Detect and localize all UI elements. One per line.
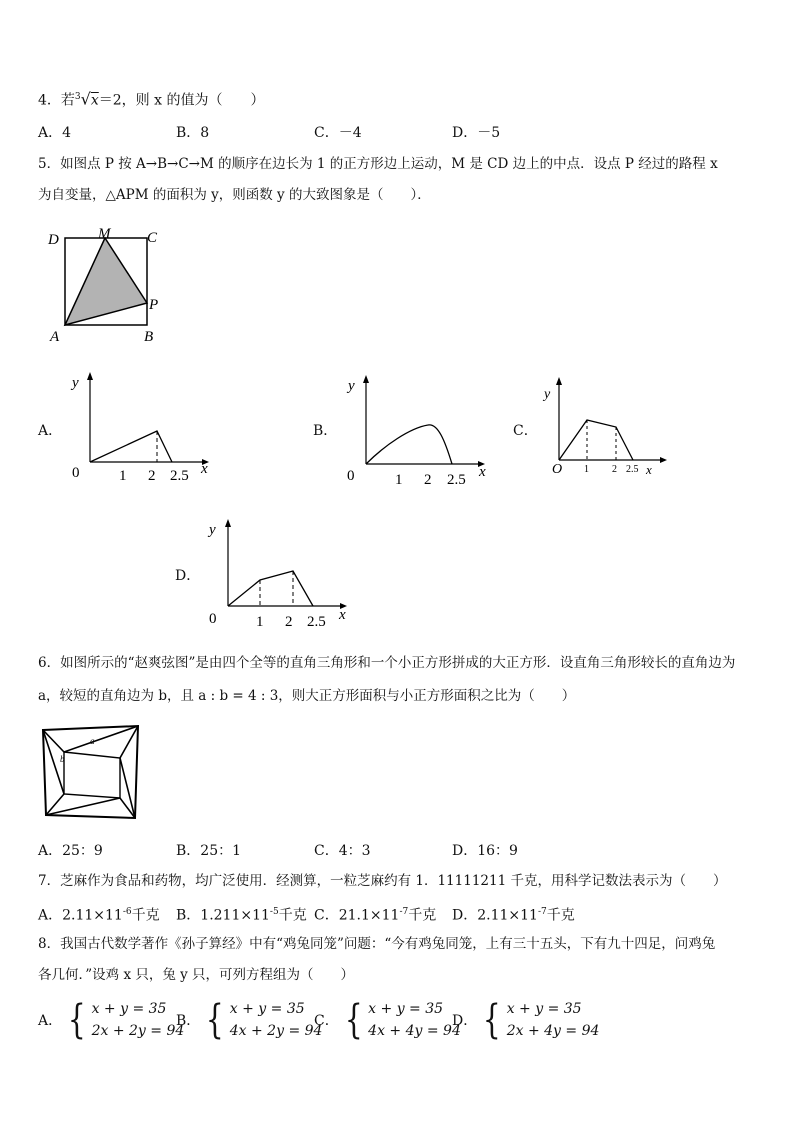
- q8-option-d[interactable]: [452, 998, 599, 1042]
- q5-graph-d[interactable]: [200, 517, 360, 632]
- curve: [366, 425, 452, 464]
- q6-option-a[interactable]: A．25：9: [38, 843, 103, 859]
- label-p: P: [149, 297, 159, 313]
- q8-option-c[interactable]: [314, 998, 461, 1042]
- q5-square-figure: [44, 222, 174, 347]
- label-b: b: [60, 754, 65, 764]
- question-6-line1: 6．如图所示的“赵爽弦图”是由四个全等的直角三角形和一个小正方形拼成的大正方形．设直角三角形较长的直角边为: [38, 655, 736, 671]
- curve: [228, 571, 313, 606]
- q7-c-exp: -7: [399, 907, 409, 917]
- q4-option-a[interactable]: A．4: [38, 125, 72, 141]
- q4-stem-before: 4．若: [38, 92, 75, 109]
- q4-stem-after: ＝2，则 x 的值为（ ）: [98, 92, 265, 109]
- origin-label: 0: [72, 465, 80, 481]
- question-5-line1: 5．如图点 P 按 A→B→C→M 的顺序在边长为 1 的正方形边上运动，M 是 CD 边上的中点．设点 P 经过的路程 x: [38, 156, 718, 172]
- tick-1: 1: [395, 472, 403, 488]
- q4-option-b[interactable]: B．8: [176, 125, 210, 141]
- y-label: y: [544, 387, 551, 402]
- y-label: y: [72, 375, 79, 391]
- label-c: C: [147, 230, 158, 246]
- q7-d-exp: -7: [537, 907, 547, 917]
- q4-radicand: x: [90, 92, 99, 109]
- tick-2-5: 2.5: [307, 614, 326, 630]
- tick-2-5: 2.5: [170, 468, 189, 484]
- x-axis-arrow: [660, 457, 667, 463]
- q8-d-eq2: 2x + 4y = 94: [506, 1023, 600, 1039]
- tick-2: 2: [285, 614, 293, 630]
- q5-graph-b[interactable]: [340, 373, 500, 488]
- tick-2: 2: [424, 472, 432, 488]
- y-axis-arrow: [363, 375, 369, 383]
- q5-option-c-label[interactable]: C．: [513, 423, 538, 439]
- q7-a-unit: 千克: [131, 907, 160, 924]
- q4-option-c[interactable]: C．－4: [314, 125, 362, 141]
- q4-radical-index: 3: [74, 92, 81, 102]
- q5-option-a-label[interactable]: A．: [38, 423, 63, 439]
- tick-2-5: 2.5: [626, 464, 639, 475]
- x-label: x: [479, 464, 486, 480]
- x-label: x: [646, 462, 652, 477]
- q7-d-unit: 千克: [546, 907, 575, 924]
- question-6-line2: a，较短的直角边为 b，且 a : b = 4 : 3，则大正方形面积与小正方形面积之比为（ ）: [38, 688, 576, 704]
- q8-c-label: C．: [314, 1013, 339, 1029]
- q7-c-base: C．21.1×11: [314, 907, 400, 924]
- origin-label: O: [552, 462, 563, 477]
- q7-option-c[interactable]: [314, 902, 436, 926]
- label-a: a: [90, 736, 95, 746]
- triangle-apm: [65, 238, 147, 325]
- q5-graph-a[interactable]: [62, 370, 222, 485]
- question-4-stem: [38, 87, 264, 111]
- q8-a-eq1: x + y = 35: [91, 1001, 167, 1017]
- q6-option-d[interactable]: D．16：9: [452, 843, 518, 859]
- q7-b-unit: 千克: [278, 907, 307, 924]
- tick-2: 2: [148, 468, 156, 484]
- question-8-line2: 各几何．”设鸡 x 只，兔 y 只，可列方程组为（ ）: [38, 967, 355, 983]
- left-brace: {: [206, 997, 224, 1043]
- y-axis-arrow: [225, 519, 231, 527]
- q7-option-b[interactable]: [176, 902, 307, 926]
- q8-c-eq2: 4x + 4y = 94: [368, 1023, 461, 1039]
- curve: [90, 431, 172, 462]
- q8-d-eq1: x + y = 35: [506, 1001, 582, 1017]
- tick-1: 1: [584, 464, 589, 475]
- y-axis-arrow: [556, 377, 562, 385]
- left-brace: {: [344, 997, 363, 1043]
- tick-1: 1: [119, 468, 127, 484]
- curve: [559, 420, 633, 460]
- q8-option-a[interactable]: [38, 998, 184, 1042]
- q8-c-eq1: x + y = 35: [368, 1001, 444, 1017]
- label-b: B: [144, 329, 154, 345]
- label-m: M: [98, 226, 111, 242]
- tick-2: 2: [612, 464, 617, 475]
- q8-d-label: D．: [452, 1013, 478, 1029]
- q6-option-b[interactable]: B．25：1: [176, 843, 242, 859]
- q7-option-a[interactable]: [38, 902, 160, 926]
- q7-d-base: D．2.11×11: [452, 907, 538, 924]
- q7-b-base: B．1.211×11: [176, 907, 270, 924]
- question-5-line2: 为自变量，△APM 的面积为 y，则函数 y 的大致图象是（ ）．: [38, 187, 431, 203]
- left-brace: {: [67, 997, 86, 1043]
- question-8-line1: 8．我国古代数学著作《孙子算经》中有“鸡兔同笼”问题：“今有鸡兔同笼，上有三十五头，下有九十四足，问鸡兔: [38, 936, 716, 952]
- origin-label: 0: [209, 611, 217, 627]
- q4-option-d[interactable]: D．－5: [452, 125, 501, 141]
- q5-graph-c[interactable]: [538, 375, 673, 480]
- q8-option-b[interactable]: [176, 998, 322, 1042]
- q7-a-exp: -6: [122, 907, 132, 917]
- q8-b-eq2: 4x + 2y = 94: [229, 1023, 323, 1039]
- q5-option-d-label[interactable]: D．: [175, 568, 201, 584]
- q5-option-b-label[interactable]: B．: [313, 423, 338, 439]
- label-d: D: [48, 232, 59, 248]
- q8-b-label: B．: [176, 1013, 201, 1029]
- q7-c-unit: 千克: [408, 907, 437, 924]
- x-label: x: [339, 607, 346, 623]
- q7-option-d[interactable]: [452, 902, 575, 926]
- q8-a-eq2: 2x + 2y = 94: [91, 1023, 185, 1039]
- radical-sign: √: [80, 89, 91, 109]
- q6-option-c[interactable]: C．4：3: [314, 843, 371, 859]
- label-a: A: [50, 329, 60, 345]
- q8-a-label: A．: [38, 1013, 63, 1029]
- tick-1: 1: [256, 614, 264, 630]
- y-label: y: [209, 522, 216, 538]
- zhao-shuang-figure: [38, 722, 144, 822]
- y-axis-arrow: [87, 372, 93, 380]
- tick-2-5: 2.5: [447, 472, 466, 488]
- q7-b-exp: -5: [269, 907, 279, 917]
- q7-a-base: A．2.11×11: [38, 907, 123, 924]
- left-brace: {: [483, 997, 501, 1043]
- origin-label: 0: [347, 468, 355, 484]
- question-7-stem: 7．芝麻作为食品和药物，均广泛使用．经测算，一粒芝麻约有 1．11111211 千克，用科学记数法表示为（ ）: [38, 873, 727, 889]
- q8-b-eq1: x + y = 35: [229, 1001, 305, 1017]
- small-square: [64, 752, 120, 798]
- x-label: x: [201, 461, 208, 477]
- y-label: y: [348, 378, 355, 394]
